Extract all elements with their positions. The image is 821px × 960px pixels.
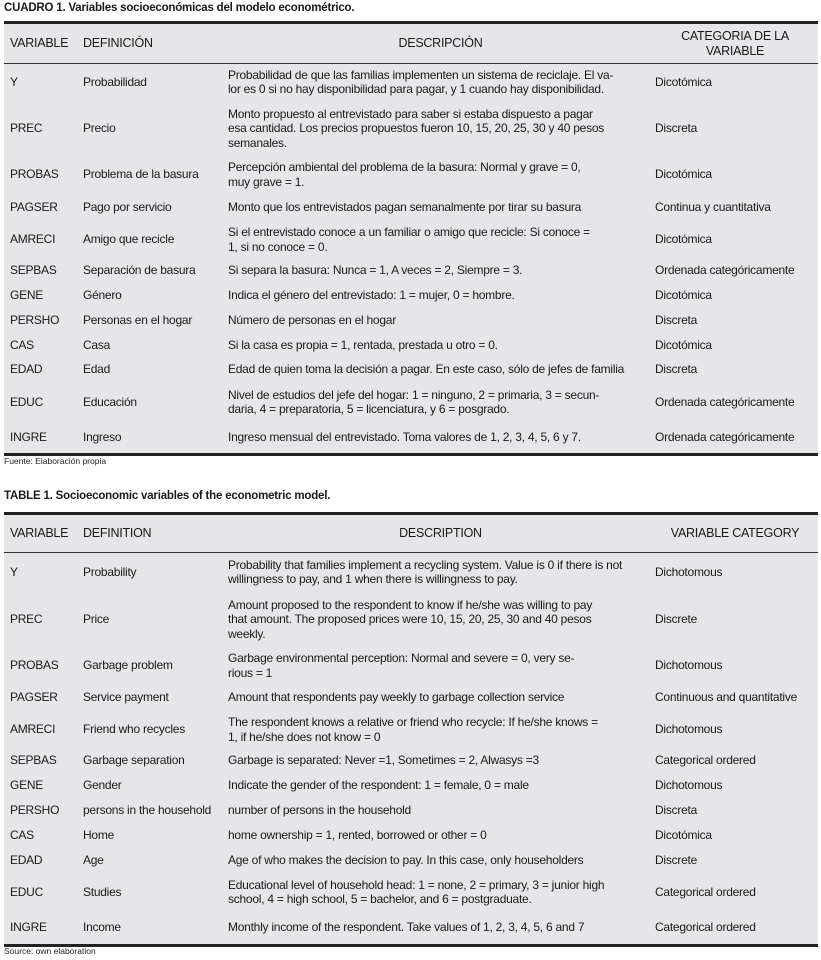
cell-variable: GENE (10, 778, 44, 793)
cell-category: Dichotomous (655, 722, 723, 737)
cell-variable: EDAD (10, 362, 43, 377)
table-caption-en: TABLE 1. Socioeconomic variables of the econometric model. (4, 490, 331, 502)
cell-variable: GENE (10, 288, 44, 303)
cell-definition: Age (83, 853, 104, 868)
cell-category: Discrete (655, 612, 698, 627)
cell-definition: Personas en el hogar (83, 313, 193, 328)
cell-description: number of persons in the household (228, 803, 411, 818)
cell-definition: Friend who recycles (83, 722, 185, 737)
cell-variable: PREC (10, 121, 43, 136)
table-row (4, 100, 818, 157)
cell-category: Dicotómica (655, 828, 712, 843)
header-description: DESCRIPTION (399, 526, 482, 541)
variables-table-en (4, 512, 818, 947)
cell-description: Monthly income of the respondent. Take values of 1, 2, 3, 4, 5, 6 and 7 (228, 920, 585, 935)
cell-variable: Y (10, 74, 18, 89)
cell-definition: Studies (83, 884, 122, 899)
cell-definition: Género (83, 288, 122, 303)
cell-category: Dicotómica (655, 74, 712, 89)
table-row (4, 773, 818, 798)
cell-category: Continuous and quantitative (655, 689, 798, 704)
cell-variable: PAGSER (10, 199, 58, 214)
cell-description: The respondent knows a relative or friend who recycle: If he/she knows = 1, if he/she does not know = 0 (228, 715, 598, 744)
cell-description: Amount proposed to the respondent to know if he/she was willing to pay that amount. The proposed prices were 10, 15, 20, 25, 30 and 40 pesos weekly. (228, 597, 593, 641)
header-definition: DEFINITION (83, 526, 152, 541)
cell-category: Categorical ordered (655, 920, 756, 935)
table-row (4, 911, 818, 944)
cell-variable: EDAD (10, 853, 43, 868)
cell-definition: Educación (83, 394, 137, 409)
header-variable: VARIABLE (10, 36, 69, 51)
cell-category: Dicotómica (655, 288, 712, 303)
table-row (4, 683, 818, 711)
cell-definition: Price (83, 612, 110, 627)
cell-description: Percepción ambiental del problema de la basura: Normal y grave = 0, muy grave = 1. (228, 160, 581, 189)
source-note-en: Source: own elaboration (4, 946, 96, 956)
cell-definition: Edad (83, 362, 111, 377)
cell-variable: SEPBAS (10, 263, 57, 278)
variables-table-es (4, 21, 818, 456)
table-row (4, 648, 818, 683)
table-row (4, 553, 818, 591)
cell-definition: Home (83, 828, 115, 843)
cell-category: Discreta (655, 121, 698, 136)
table-row (4, 157, 818, 192)
cell-category: Continua y cuantitativa (655, 199, 771, 214)
cell-category: Ordenada categóricamente (655, 263, 795, 278)
cell-description: Si el entrevistado conoce a un familiar o amigo que recicle: Si conoce = 1, si no conoce = 0. (228, 225, 590, 254)
cell-category: Ordenada categóricamente (655, 430, 795, 445)
cell-variable: INGRE (10, 920, 47, 935)
cell-definition: Income (83, 920, 121, 935)
header-row (4, 24, 818, 64)
cell-description: Age of who makes the decision to pay. In this case, only householders (228, 853, 584, 868)
cell-category: Discreta (655, 313, 698, 328)
cell-variable: EDUC (10, 884, 44, 899)
table-row (4, 257, 818, 284)
table-row (4, 748, 818, 773)
cell-category: Categorical ordered (655, 884, 756, 899)
cell-definition: Garbage separation (83, 753, 185, 768)
cell-category: Dicotómica (655, 167, 712, 182)
cell-description: Ingreso mensual del entrevistado. Toma valores de 1, 2, 3, 4, 5, 6 y 7. (228, 430, 581, 445)
cell-category: Categorical ordered (655, 753, 756, 768)
table-row (4, 422, 818, 453)
table-row (4, 591, 818, 648)
cell-variable: EDUC (10, 394, 44, 409)
cell-definition: persons in the household (83, 803, 212, 818)
cell-description: Nivel de estudios del jefe del hogar: 1 = ninguno, 2 = primaria, 3 = secun- daria, 4 = preparatoria, 5 = licenciatura, y 6 = posgrado. (228, 387, 600, 416)
cell-variable: Y (10, 564, 18, 579)
table-row (4, 848, 818, 873)
table-row (4, 873, 818, 911)
cell-definition: Pago por servicio (83, 199, 172, 214)
table-row (4, 192, 818, 222)
header-row (4, 515, 818, 553)
cell-category: Discreta (655, 362, 698, 377)
cell-category: Discrete (655, 853, 698, 868)
cell-category: Dicotómica (655, 338, 712, 353)
cell-description: Si separa la basura: Nunca = 1, A veces = 2, Siempre = 3. (228, 263, 523, 278)
cell-description: Edad de quien toma la decisión a pagar. En este caso, sólo de jefes de familia (228, 362, 625, 377)
cell-definition: Gender (83, 778, 122, 793)
cell-category: Discreta (655, 803, 698, 818)
cell-definition: Casa (83, 338, 111, 353)
table-row (4, 334, 818, 357)
cell-definition: Amigo que recicle (83, 232, 175, 247)
cell-description: Monto que los entrevistados pagan semanalmente por tirar su basura (228, 199, 582, 214)
cell-description: Si la casa es propia = 1, rentada, prestada u otro = 0. (228, 338, 498, 353)
cell-category: Ordenada categóricamente (655, 394, 795, 409)
cell-description: Garbage environmental perception: Normal and severe = 0, very se- rious = 1 (228, 651, 575, 680)
cell-definition: Separación de basura (83, 263, 196, 278)
cell-variable: PROBAS (10, 658, 59, 673)
table-row (4, 711, 818, 748)
cell-definition: Precio (83, 121, 116, 136)
cell-definition: Ingreso (83, 430, 122, 445)
cell-description: Probabilidad de que las familias implementen un sistema de reciclaje. El va- lor es 0 si no hay disponibilidad para pagar, y 1 cuando hay disponibilidad. (228, 67, 614, 96)
cell-category: Dicotómica (655, 232, 712, 247)
cell-definition: Garbage problem (83, 658, 173, 673)
table-row (4, 307, 818, 334)
cell-variable: PAGSER (10, 689, 58, 704)
cell-variable: AMRECI (10, 722, 56, 737)
cell-variable: PERSHO (10, 313, 60, 328)
cell-description: Monto propuesto al entrevistado para saber si estaba dispuesto a pagar esa cantidad. Los precios propuestos fueron 10, 15, 20, 25, 30 y 40 pesos semanales. (228, 106, 605, 150)
table-caption-es: CUADRO 1. Variables socioeconómicas del modelo econométrico. (4, 2, 355, 14)
table-row (4, 357, 818, 382)
header-variable: VARIABLE (10, 526, 69, 541)
cell-category: Dichotomous (655, 564, 723, 579)
cell-description: home ownership = 1, rented, borrowed or other = 0 (228, 828, 487, 843)
cell-category: Dichotomous (655, 658, 723, 673)
cell-description: Indicate the gender of the respondent: 1 = female, 0 = male (228, 778, 529, 793)
cell-description: Indica el género del entrevistado: 1 = mujer, 0 = hombre. (228, 288, 515, 303)
cell-definition: Service payment (83, 689, 169, 704)
cell-description: Número de personas en el hogar (228, 313, 396, 328)
table-row (4, 64, 818, 100)
cell-variable: PREC (10, 612, 43, 627)
table-row (4, 823, 818, 848)
cell-variable: PERSHO (10, 803, 60, 818)
cell-description: Educational level of household head: 1 = none, 2 = primary, 3 = junior high school, 4 = high school, 5 = bachelor, and 6 = postgraduate. (228, 877, 605, 906)
header-description: DESCRIPCIÓN (398, 36, 483, 51)
header-category: VARIABLE CATEGORY (670, 526, 800, 541)
header-definition: DEFINICIÓN (83, 36, 153, 51)
table-row (4, 798, 818, 823)
source-note-es: Fuente: Elaboración propia (4, 456, 107, 466)
cell-variable: CAS (10, 338, 34, 353)
cell-definition: Probability (83, 564, 137, 579)
cell-definition: Probabilidad (83, 74, 147, 89)
table-row (4, 284, 818, 307)
header-category: CATEGORIA DE LA VARIABLE (681, 29, 789, 58)
cell-variable: PROBAS (10, 167, 59, 182)
table-row (4, 382, 818, 422)
cell-definition: Problema de la basura (83, 167, 199, 182)
cell-variable: AMRECI (10, 232, 56, 247)
table-row (4, 222, 818, 257)
cell-variable: INGRE (10, 430, 47, 445)
cell-category: Dichotomous (655, 778, 723, 793)
cell-description: Garbage is separated: Never =1, Sometimes = 2, Alwasys =3 (228, 753, 539, 768)
cell-variable: SEPBAS (10, 753, 57, 768)
cell-description: Probability that families implement a recycling system. Value is 0 if there is not willingness to pay, and 1 when there is willingness to pay. (228, 557, 623, 586)
cell-variable: CAS (10, 828, 34, 843)
cell-description: Amount that respondents pay weekly to garbage collection service (228, 689, 565, 704)
